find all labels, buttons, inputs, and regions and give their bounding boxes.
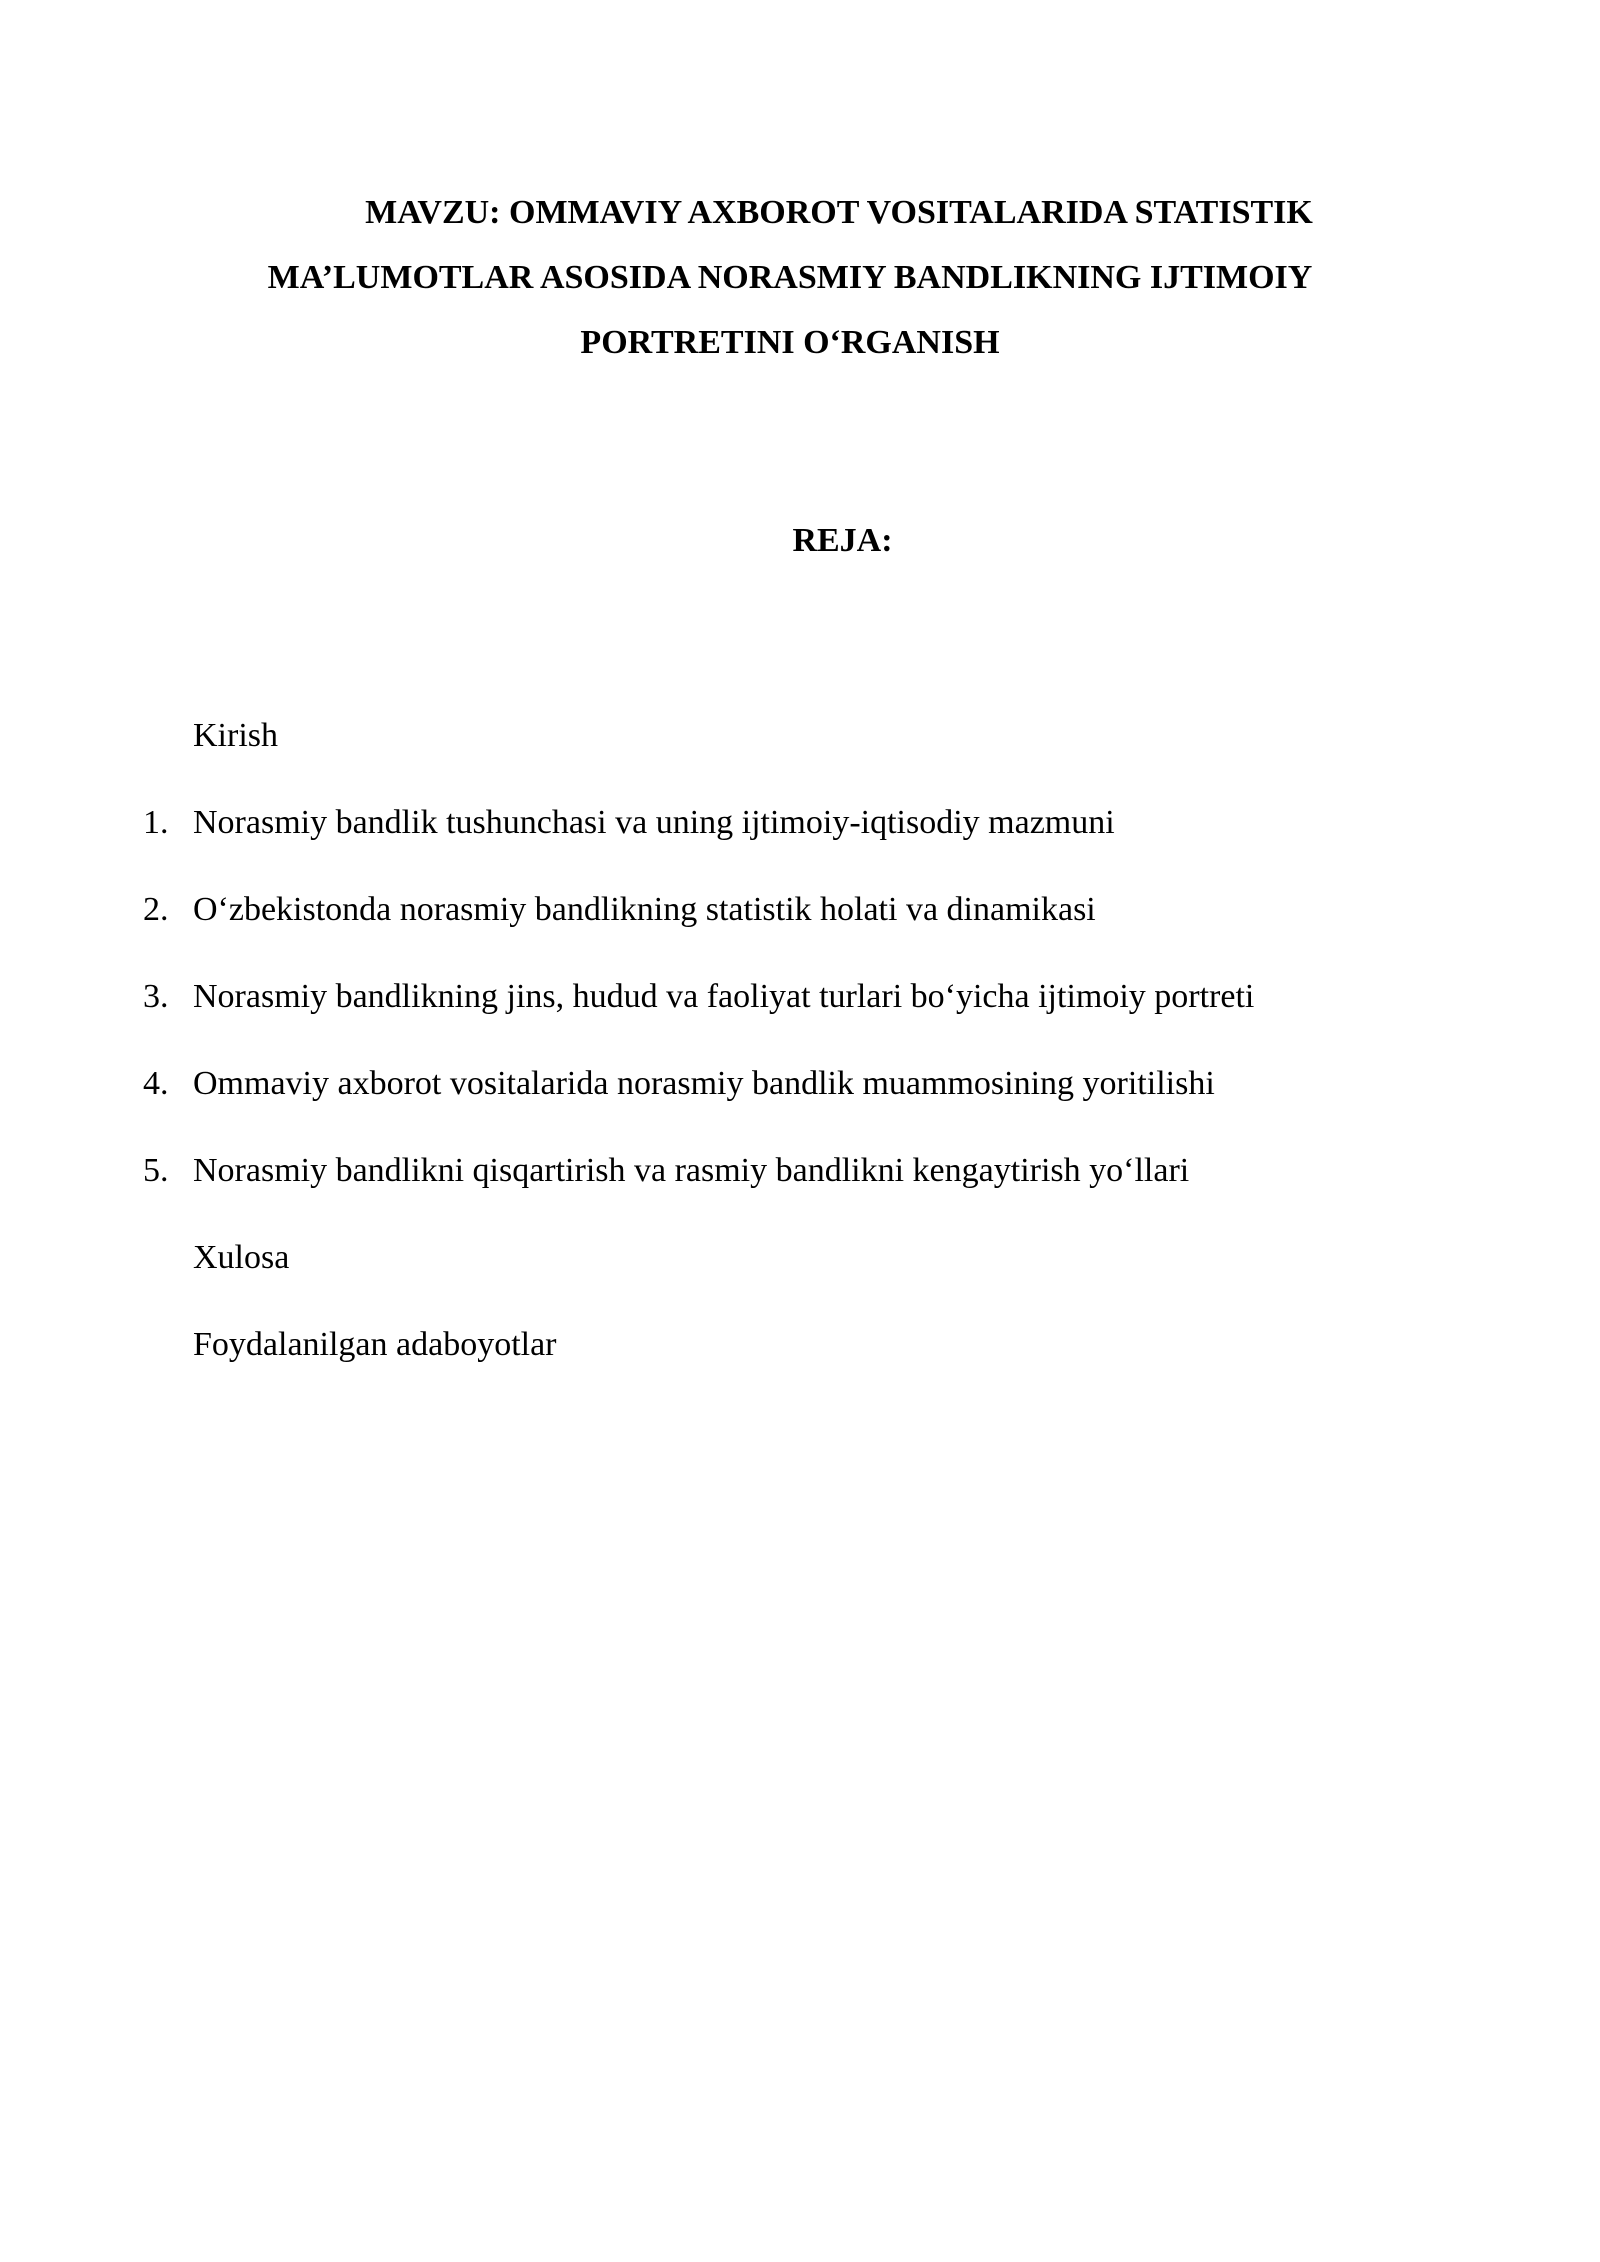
plan-item-number: 2. (143, 891, 169, 928)
plan-item-number: 1. (143, 804, 169, 841)
plan-item-text: Norasmiy bandlikning jins, hudud va faoliyat turlari bo‘yicha ijtimoiy portreti (193, 978, 1255, 1015)
document-title-line-3: PORTRETINI O‘RGANISH (580, 324, 1000, 361)
plan-item-text: O‘zbekistonda norasmiy bandlikning statistik holati va dinamikasi (193, 891, 1096, 928)
plan-item-text: Kirish (193, 717, 278, 754)
plan-item-text: Norasmiy bandlikni qisqartirish va rasmiy bandlikni kengaytirish yo‘llari (193, 1152, 1190, 1189)
plan-item-text: Xulosa (193, 1239, 290, 1276)
document-title-line-2: MA’LUMOTLAR ASOSIDA NORASMIY BANDLIKNING IJTIMOIY (267, 259, 1313, 296)
plan-item-text: Norasmiy bandlik tushunchasi va uning ijtimoiy-iqtisodiy mazmuni (193, 804, 1115, 841)
plan-item-text: Ommaviy axborot vositalarida norasmiy bandlik muammosining yoritilishi (193, 1065, 1215, 1102)
document-title-line-1: MAVZU: OMMAVIY AXBOROT VOSITALARIDA STATISTIK (365, 194, 1313, 231)
plan-item-number: 4. (143, 1065, 169, 1102)
plan-item-text: Foydalanilgan adaboyotlar (193, 1326, 557, 1363)
plan-item-number: 5. (143, 1152, 169, 1189)
plan-item-number: 3. (143, 978, 169, 1015)
plan-heading: REJA: (792, 522, 893, 559)
